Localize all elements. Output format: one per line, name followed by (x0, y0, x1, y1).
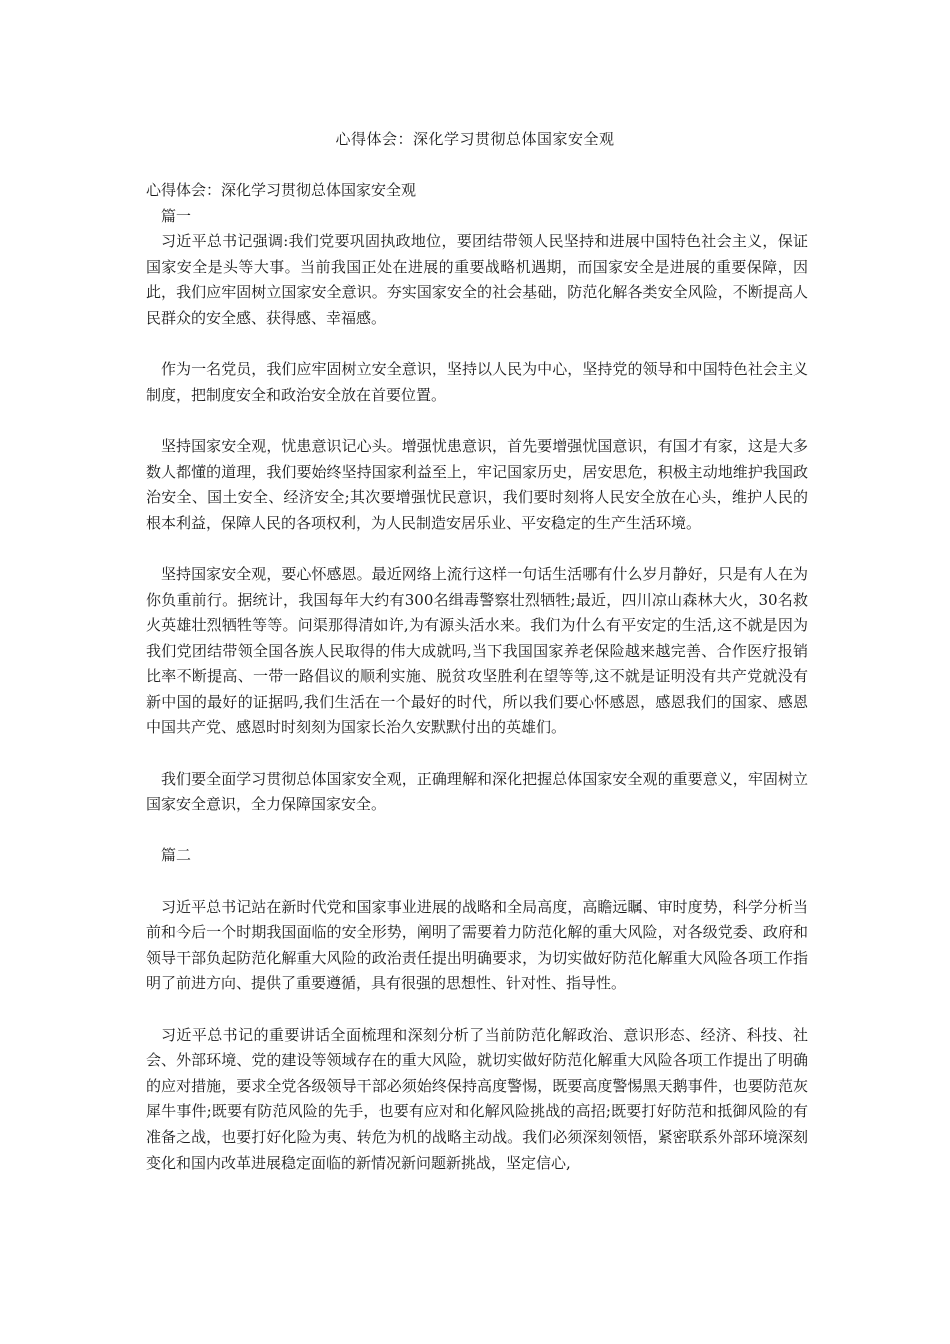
paragraph: 作为一名党员，我们应牢固树立安全意识，坚持以人民为中心，坚持党的领导和中国特色社会主义制度，把制度安全和政治安全放在首要位置。 (146, 360, 808, 404)
paragraph: 习近平总书记强调:我们党要巩固执政地位，要团结带领人民坚持和进展中国特色社会主义，保证国家安全是头等大事。当前我国正处在进展的重要战略机遇期，而国家安全是进展的重要保障，因此，我们应牢固树立国家安全意识。夯实国家安全的社会基础，防范化解各类安全风险，不断提高人民群众的安全感、获得感、幸福感。 (146, 232, 808, 327)
paragraph: 我们要全面学习贯彻总体国家安全观，正确理解和深化把握总体国家安全观的重要意义，牢固树立国家安全意识，全力保障国家安全。 (146, 769, 808, 814)
document-body (146, 178, 808, 1176)
paragraph: 习近平总书记的重要讲话全面梳理和深刻分析了当前防范化解政治、意识形态、经济、科技、社会、外部环境、党的建设等领域存在的重大风险，就切实做好防范化解重大风险各项工作提出了明确的应对措施，要求全党各级领导干部必须始终保持高度警惕，既要高度警惕黑天鹅事件，也要防范灰犀牛事件;既要有防范风险的先手，也要有应对和化解风险挑战的高招;既要打好防范和抵御风险的有准备之战，也要打好化险为夷、转危为机的战略主动战。我们必须深刻领悟，紧密联系外部环境深刻变化和国内改革进展稳定面临的新情况新问题新挑战，坚定信心, (146, 1025, 808, 1172)
chapter-heading-2: 篇二 (161, 846, 192, 865)
document-subtitle: 心得体会：深化学习贯彻总体国家安全观 (146, 181, 417, 199)
paragraph: 坚持国家安全观，忧患意识记心头。增强忧患意识，首先要增强忧国意识，有国才有家，这是大多数人都懂的道理，我们要始终坚持国家利益至上，牢记国家历史，居安思危，积极主动地维护我国政治安全、国土安全、经济安全;其次要增强忧民意识，我们要时刻将人民安全放在心头，维护人民的根本利益，保障人民的各项权利，为人民制造安居乐业、平安稳定的生产生活环境。 (146, 436, 808, 532)
paragraph: 习近平总书记站在新时代党和国家事业进展的战略和全局高度，高瞻远瞩、审时度势，科学分析当前和今后一个时期我国面临的安全形势，阐明了需要着力防范化解的重大风险，对各级党委、政府和领导干部负起防范化解重大风险的政治责任提出明确要求，为切实做好防范化解重大风险各项工作指明了前进方向、提供了重要遵循，具有很强的思想性、针对性、指导性。 (146, 897, 808, 993)
chapter-heading-1: 篇一 (161, 206, 192, 225)
paragraph: 坚持国家安全观，要心怀感恩。最近网络上流行这样一句话生活哪有什么岁月静好，只是有人在为你负重前行。据统计，我国每年大约有300名缉毒警察壮烈牺牲;最近，四川凉山森林大火，30名救火英雄壮烈牺牲等等。问渠那得清如许,为有源头活水来。我们为什么有平安定的生活,这不就是因为我们党团结带领全国各族人民取得的伟大成就吗,当下我国国家养老保险越来越完善、合作医疗报销比率不断提高、一带一路倡议的顺利实施、脱贫攻坚胜利在望等等,这不就是证明没有共产党就没有新中国的最好的证据吗,我们生活在一个最好的时代，所以我们要心怀感恩，感恩我们的国家、感恩中国共产党、感恩时时刻刻为国家长治久安默默付出的英雄们。 (146, 564, 808, 737)
document-title: 心得体会：深化学习贯彻总体国家安全观 (335, 130, 615, 148)
